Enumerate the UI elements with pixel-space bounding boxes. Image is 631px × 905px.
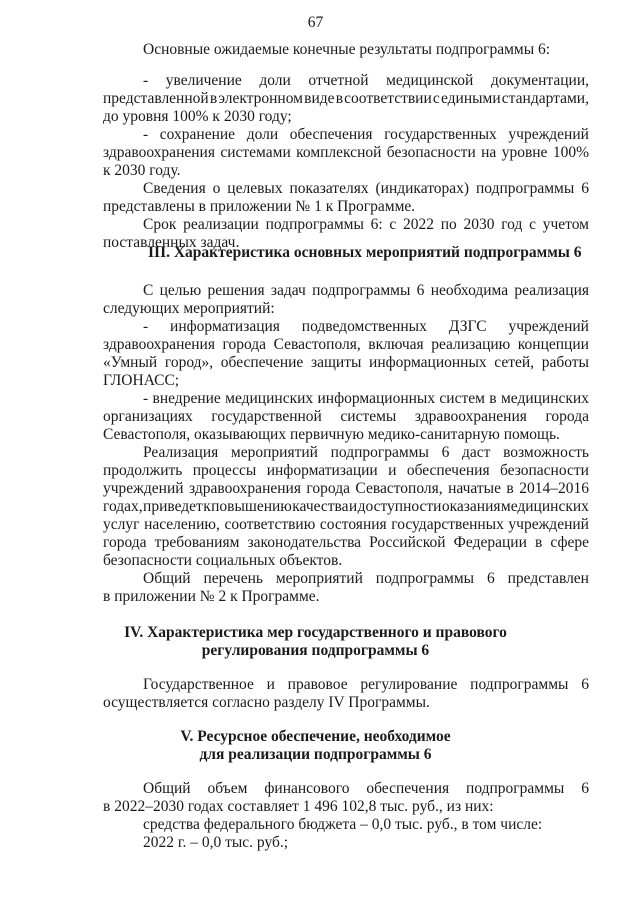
paragraph-line: здравоохранения системами комплексной безопасности на уровне 100% (103, 144, 589, 161)
paragraph-line: С целью решения задач подпрограммы 6 необходима реализация (143, 282, 589, 299)
paragraph-line: Реализация мероприятий подпрограммы 6 даст возможность (143, 444, 589, 461)
paragraph-line: города требованиям законодательства Российской Федерации в сфере (103, 534, 589, 551)
paragraph-line: ГЛОНАСС; (103, 372, 180, 389)
paragraph-line: здравоохранения города Севастополя, включая реализацию концепции (103, 336, 589, 353)
paragraph-line: осуществляется согласно разделу IV Программы. (103, 694, 430, 711)
paragraph-line: Севастополя, оказывающих первичную медико-санитарную помощь. (103, 426, 560, 443)
page-number: 67 (307, 14, 324, 31)
paragraph-line: - увеличение доли отчетной медицинской документации, (143, 72, 589, 89)
paragraph-line: - сохранение доли обеспечения государственных учреждений (143, 126, 589, 143)
paragraph-line: учреждений здравоохранения города Севастополя, начатые в 2014–2016 (103, 480, 589, 497)
section-heading-line: V. Ресурсное обеспечение, необходимое (180, 728, 451, 745)
paragraph-line: средства федерального бюджета – 0,0 тыс. руб., в том числе: (143, 816, 543, 833)
paragraph-line: представленной в электронном виде в соответствии с едиными стандартами, (103, 90, 589, 107)
paragraph-line: поставленных задач. (103, 234, 240, 251)
paragraph-line: следующих мероприятий: (103, 300, 275, 317)
paragraph-line: до уровня 100% к 2030 году; (103, 108, 292, 125)
paragraph-line: в 2022–2030 годах составляет 1 496 102,8 тыс. руб., из них: (103, 798, 494, 815)
paragraph-line: безопасности социальных объектов. (103, 552, 343, 569)
paragraph-line: «Умный город», обеспечение защиты информационных сетей, работы (103, 354, 589, 371)
paragraph-line: 2022 г. – 0,0 тыс. руб.; (143, 834, 289, 851)
section-heading-line: IV. Характеристика мер государственного и правового (124, 624, 507, 641)
paragraph-line: представлены в приложении № 1 к Программе. (103, 198, 416, 215)
paragraph-line: - информатизация подведомственных ДЗГС учреждений (143, 318, 589, 335)
paragraph-line: к 2030 году. (103, 162, 181, 179)
paragraph-line: годах, приведет к повышению качества и доступности оказания медицинских (103, 498, 589, 515)
paragraph-line: - внедрение медицинских информационных систем в медицинских (143, 390, 589, 407)
section-heading-line: III. Характеристика основных мероприятий подпрограммы 6 (148, 244, 582, 261)
section-heading-line: для реализации подпрограммы 6 (199, 746, 432, 763)
paragraph-line: услуг населению, соответствию состояния государственных учреждений (103, 516, 589, 533)
paragraph-line: Государственное и правовое регулирование подпрограммы 6 (143, 676, 589, 693)
paragraph-line: Общий перечень мероприятий подпрограммы 6 представлен (143, 570, 589, 587)
paragraph-line: в приложении № 2 к Программе. (103, 588, 320, 605)
paragraph-line: Основные ожидаемые конечные результаты подпрограммы 6: (143, 41, 551, 58)
paragraph-line: организациях государственной системы здравоохранения города (103, 408, 589, 425)
paragraph-line: продолжить процессы информатизации и обеспечения безопасности (103, 462, 589, 479)
paragraph-line: Срок реализации подпрограммы 6: с 2022 по 2030 год с учетом (143, 216, 589, 233)
paragraph-line: Общий объем финансового обеспечения подпрограммы 6 (143, 780, 589, 797)
paragraph-line: Сведения о целевых показателях (индикаторах) подпрограммы 6 (143, 180, 589, 197)
section-heading-line: регулирования подпрограммы 6 (201, 642, 430, 659)
